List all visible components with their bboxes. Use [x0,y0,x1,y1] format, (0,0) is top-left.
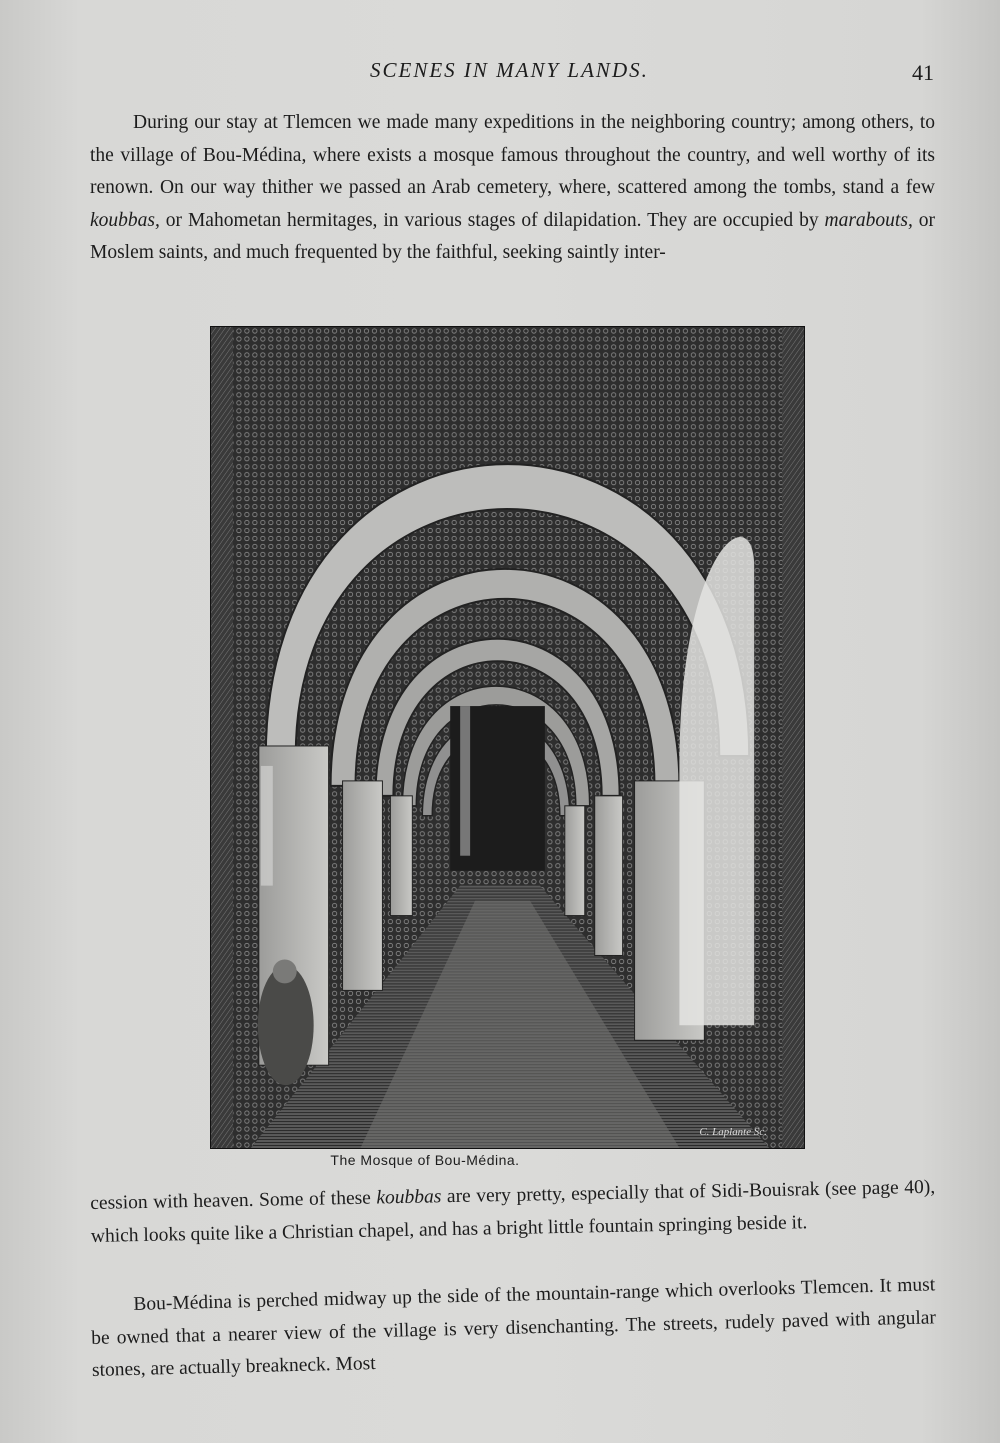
mosque-engraving [210,326,805,1149]
text-run: or Mahometan hermitages, in various stages of dilapidation. They are occupied by [159,209,825,231]
text-run: During our stay at Tlemcen we made many expeditions in the neighboring country; among others, to the village of Bou-Médina, where exists a mosque famous throughout the country, and well worthy of its renown. On our way thither we passed an Arab cemetery, where, scattered among the tombs, stand a few [90,112,935,198]
figure-caption [0,1152,1000,1168]
page-header [0,58,1000,88]
text-run: Bou-Médina is perched midway up the side of the mountain-range which overlooks Tlemcen. It must be owned that a nearer view of the village is very disenchanting. The streets, rudely paved with angular stones, are actually breakneck. Most [90,1274,937,1381]
running-title: SCENES IN MANY LANDS. [370,58,649,82]
text-run: or Moslem saints, and much frequented by the faithful, seeking saintly inter- [90,209,935,263]
italic-term: marabouts, [824,209,913,231]
caption-text: The Mosque of Bou-Médina. [330,1152,520,1168]
text-run: cession with heaven. Some of these [90,1187,377,1214]
italic-term: koubbas, [90,209,160,231]
paragraph-3 [90,1269,937,1387]
mosque-arcade-illustration [211,327,804,1148]
page-number: 41 [912,60,934,85]
engraver-signature: C. Laplante Sc. [699,1126,767,1139]
text-run: are very pretty, especially that of Sidi-Bouisrak (see page 40), which looks quite like a Christian chapel, and has a bright little fountain springing beside it. [90,1176,936,1247]
paragraph-1 [90,107,935,270]
italic-term: koubbas [376,1186,442,1209]
paragraph-2 [90,1172,936,1253]
